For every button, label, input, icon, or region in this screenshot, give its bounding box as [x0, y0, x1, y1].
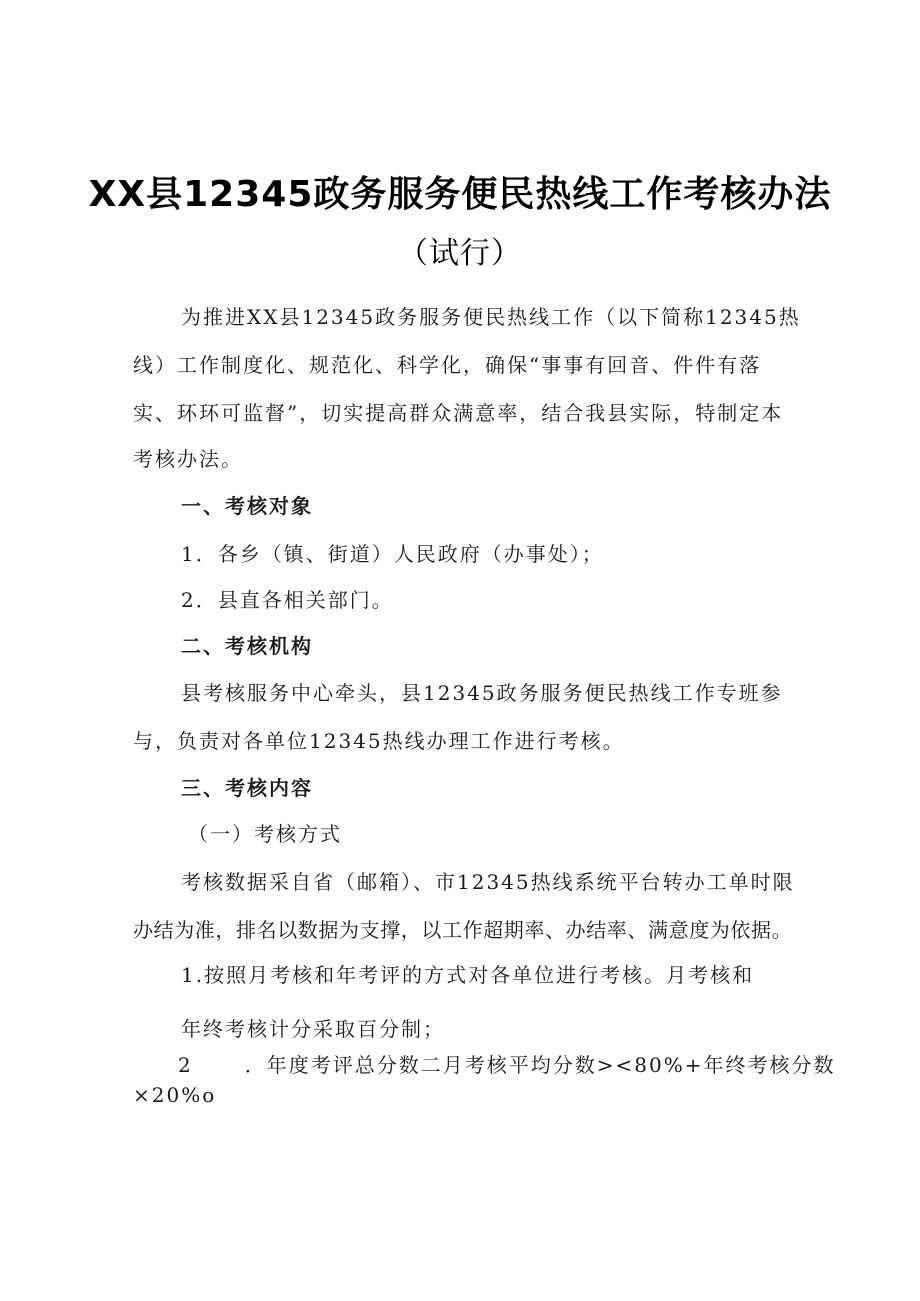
content-line-6: ×20%o — [133, 1083, 217, 1107]
intro-line-3: 实、环环可监督”，切实提高群众满意率，结合我县实际，特制定本 — [133, 401, 784, 425]
intro-line-1: 为推进XX县12345政务服务便民热线工作（以下简称12345热 — [181, 305, 801, 329]
section-heading-content: 三、考核内容 — [181, 776, 313, 800]
agency-line-1: 县考核服务中心牵头，县12345政务服务便民热线工作专班参 — [181, 681, 783, 705]
content-line-3: 1.按照月考核和年考评的方式对各单位进行考核。月考核和 — [181, 963, 755, 987]
list-item: 1．各乡（镇、街道）人民政府（办事处）； — [181, 542, 604, 566]
intro-line-4: 考核办法。 — [133, 447, 243, 471]
intro-line-2: 线）工作制度化、规范化、科学化，确保“事事有回音、件件有落 — [133, 353, 762, 377]
content-line-1: 考核数据采自省（邮箱）、市12345热线系统平台转办工单时限 — [181, 870, 795, 894]
section-heading-targets: 一、考核对象 — [181, 494, 313, 518]
section-heading-agency: 二、考核机构 — [181, 634, 313, 658]
content-line-2: 办结为准，排名以数据为支撑，以工作超期率、办结率、满意度为依据。 — [133, 918, 793, 942]
document-subtitle: （试行） — [398, 236, 522, 271]
sub-heading-method: （一）考核方式 — [188, 822, 342, 846]
document-title: XX县12345政务服务便民热线工作考核办法 — [88, 174, 832, 215]
content-line-5 — [178, 1051, 835, 1079]
item-number: 2 — [178, 1053, 193, 1077]
list-item: 2．县直各相关部门。 — [181, 588, 394, 612]
agency-line-2: 与，负责对各单位12345热线办理工作进行考核。 — [133, 729, 625, 753]
content-line-4: 年终考核计分采取百分制； — [181, 1017, 445, 1041]
item-text: ．年度考评总分数二月考核平均分数><80%+年终考核分数 — [244, 1053, 836, 1077]
